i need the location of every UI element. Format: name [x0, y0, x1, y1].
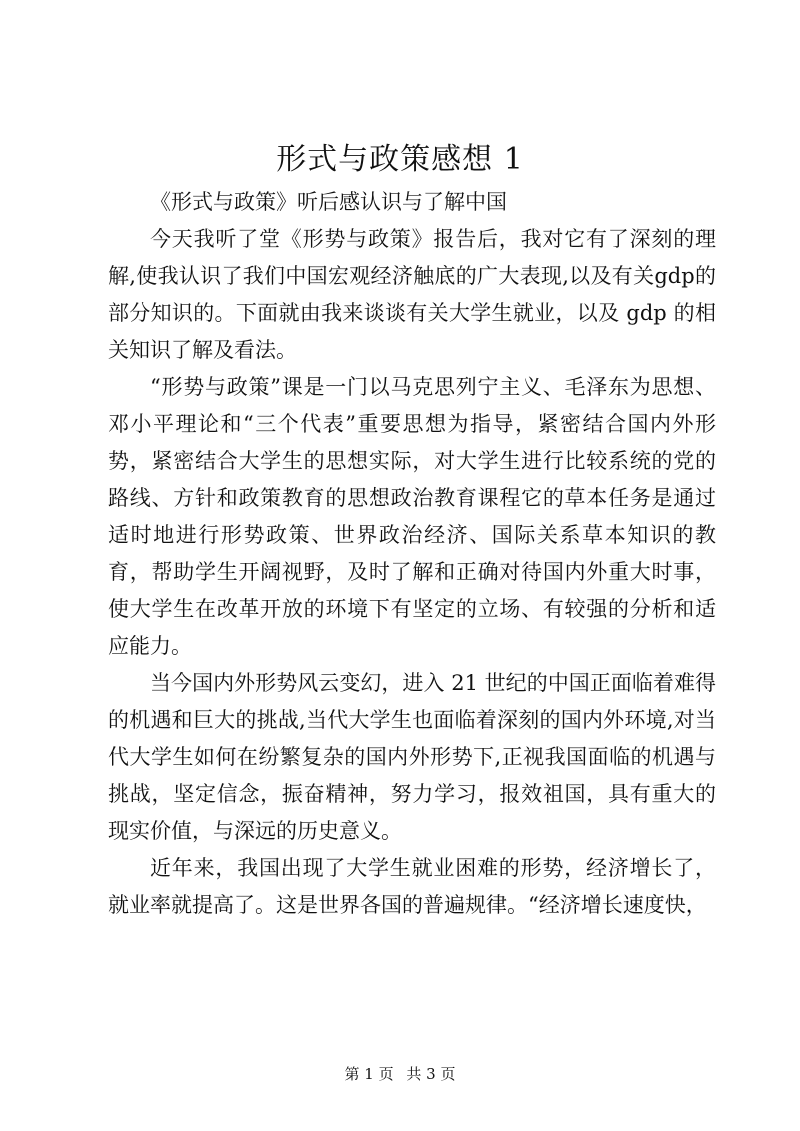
page-total: 共 3 页 — [406, 1065, 456, 1083]
document-title: 形式与政策感想 1 — [276, 142, 524, 177]
paragraph-4: 近年来，我国出现了大学生就业困难的形势，经济增长了，就业率就提高了。这是世界各国的普遍规律。“经济增长速度快， — [108, 856, 716, 917]
document-body — [108, 184, 716, 924]
page-number: 第 1 页 — [344, 1065, 394, 1083]
paragraph-1: 今天我听了堂《形势与政策》报告后，我对它有了深刻的理解,使我认识了我们中国宏观经济触底的广大表现,以及有关gdp的部分知识的。下面就由我来谈谈有关大学生就业，以及 gdp 的相关知识了解及看法。 — [108, 227, 716, 362]
paragraph-3: 当今国内外形势风云变幻，进入 21 世纪的中国正面临着难得的机遇和巨大的挑战,当代大学生也面临着深刻的国内外环境,对当代大学生如何在纷繁复杂的国内外形势下,正视我国面临的机遇与挑战，坚定信念，振奋精神，努力学习，报效祖国，具有重大的现实价值，与深远的历史意义。 — [108, 671, 716, 843]
document-subtitle: 《形式与政策》听后感认识与了解中国 — [150, 190, 507, 214]
paragraph-2: “形势与政策”课是一门以马克思列宁主义、毛泽东为思想、邓小平理论和“三个代表”重要思想为指导，紧密结合国内外形势，紧密结合大学生的思想实际，对大学生进行比较系统的党的路线、方针和政策教育的思想政治教育课程它的草本任务是通过适时地进行形势政策、世界政治经济、国际关系草本知识的教育，帮助学生开阔视野，及时了解和正确对待国内外重大时事，使大学生在改革开放的环境下有坚定的立场、有较强的分析和适应能力。 — [108, 375, 716, 658]
page-footer — [0, 1064, 800, 1084]
